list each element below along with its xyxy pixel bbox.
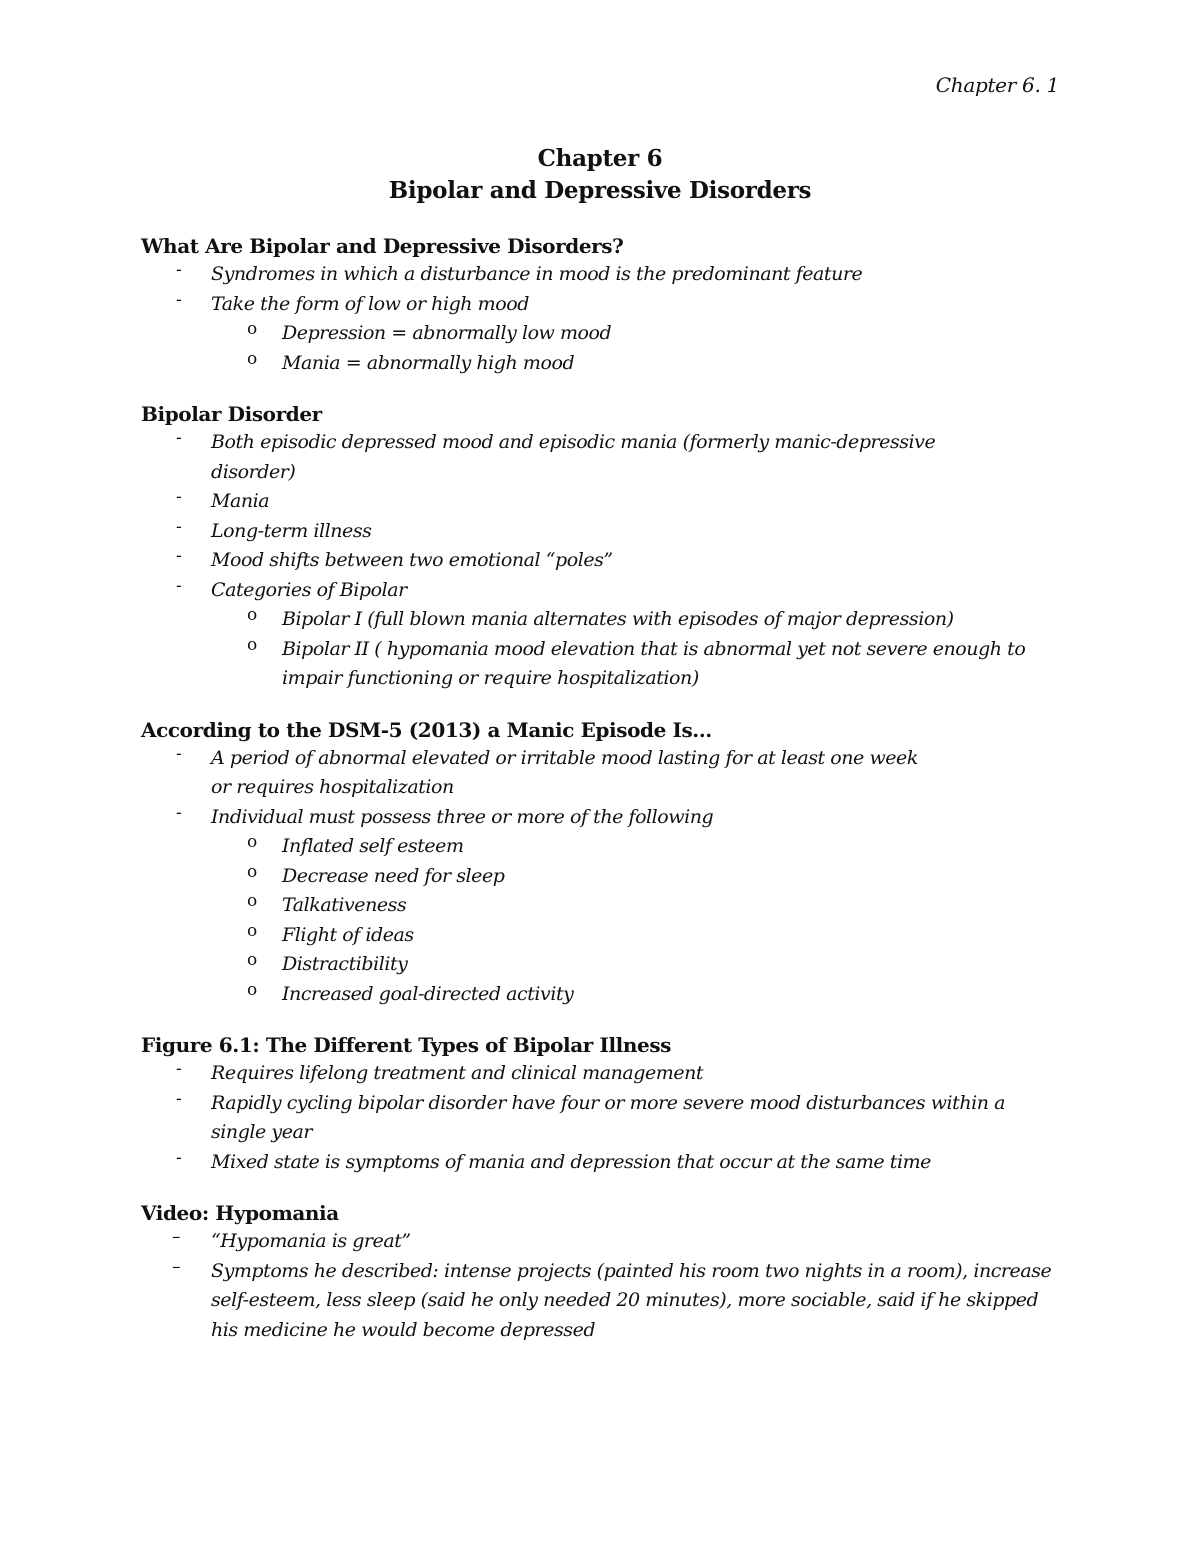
list-item bbox=[170, 517, 1061, 547]
list-item-continuation: or requires hospitalization bbox=[211, 776, 454, 798]
circle-bullet-marker: o bbox=[247, 348, 258, 369]
list-item bbox=[170, 290, 1061, 379]
section-heading: Video: Hypomania bbox=[141, 1201, 339, 1225]
sub-list-item bbox=[241, 921, 1061, 951]
dash-marker: – bbox=[172, 1227, 181, 1247]
list-item bbox=[170, 803, 1061, 1010]
sub-list-item bbox=[241, 605, 1061, 635]
sub-item-text: Mania = abnormally high mood bbox=[282, 351, 575, 374]
section-heading: According to the DSM-5 (2013) a Manic Episode Is… bbox=[141, 717, 712, 742]
bullet-list bbox=[141, 260, 1061, 378]
sub-item-text: Decrease need for sleep bbox=[282, 864, 505, 887]
sub-list bbox=[211, 605, 1061, 694]
list-item-text: Syndromes in which a disturbance in mood is the predominant feature bbox=[211, 263, 863, 285]
circle-bullet-marker: o bbox=[247, 979, 258, 1000]
bullet-list bbox=[141, 1227, 1061, 1345]
circle-bullet-marker: o bbox=[247, 861, 258, 882]
sub-list-item bbox=[241, 349, 1061, 379]
list-item-text: A period of abnormal elevated or irritable mood lasting for at least one week bbox=[211, 746, 918, 769]
circle-bullet-marker: o bbox=[247, 319, 258, 339]
sub-list-item bbox=[241, 635, 1061, 694]
sub-list-item bbox=[241, 980, 1061, 1010]
section-what-are bbox=[141, 232, 1061, 378]
bullet-list bbox=[141, 1059, 1061, 1177]
sub-list-item bbox=[241, 950, 1061, 980]
sub-item-text: Flight of ideas bbox=[282, 923, 414, 946]
list-item bbox=[170, 1148, 1061, 1178]
list-item bbox=[170, 576, 1061, 694]
sub-list-item bbox=[241, 862, 1061, 892]
bullet-list bbox=[141, 744, 1061, 1010]
sub-list-item bbox=[241, 832, 1061, 862]
sub-item-text: Inflated self esteem bbox=[282, 835, 464, 857]
list-item bbox=[170, 744, 1061, 803]
dash-marker: - bbox=[176, 575, 182, 596]
dash-marker: - bbox=[176, 802, 182, 823]
list-item bbox=[170, 428, 1061, 487]
section-figure-6-1 bbox=[141, 1031, 1061, 1177]
section-heading: Figure 6.1: The Different Types of Bipolar Illness bbox=[141, 1033, 672, 1057]
running-header: Chapter 6. 1 bbox=[935, 73, 1059, 97]
title-block bbox=[0, 143, 1200, 207]
dash-marker: - bbox=[176, 428, 182, 448]
list-item-text: Rapidly cycling bipolar disorder have four or more severe mood disturbances within a single year bbox=[211, 1091, 1006, 1143]
list-item-text: Mania bbox=[211, 490, 270, 512]
list-item-text: Categories of Bipolar bbox=[211, 578, 407, 601]
section-manic-episode bbox=[141, 716, 1061, 1010]
list-item-text: Requires lifelong treatment and clinical management bbox=[211, 1062, 704, 1084]
list-item-text: “Hypomania is great” bbox=[211, 1230, 411, 1252]
dash-marker: – bbox=[172, 1256, 181, 1277]
sub-item-text: Distractibility bbox=[282, 953, 408, 975]
chapter-title: Bipolar and Depressive Disorders bbox=[388, 177, 812, 204]
sub-list-item bbox=[241, 891, 1061, 921]
section-video-hypomania bbox=[141, 1199, 1061, 1345]
circle-bullet-marker: o bbox=[247, 891, 258, 911]
section-heading: Bipolar Disorder bbox=[141, 402, 322, 426]
sub-item-text: Increased goal-directed activity bbox=[282, 982, 574, 1005]
circle-bullet-marker: o bbox=[247, 920, 258, 941]
list-item bbox=[170, 1227, 1061, 1257]
list-item-text: Mixed state is symptoms of mania and depression that occur at the same time bbox=[211, 1150, 931, 1173]
sub-list bbox=[211, 832, 1061, 1009]
list-item-text: Take the form of low or high mood bbox=[211, 292, 529, 315]
sub-item-text: Bipolar I (full blown mania alternates with episodes of major depression) bbox=[282, 608, 954, 630]
list-item bbox=[170, 1059, 1061, 1089]
list-item bbox=[170, 1257, 1061, 1346]
circle-bullet-marker: o bbox=[247, 605, 258, 625]
dash-marker: - bbox=[176, 1059, 182, 1079]
dash-marker: - bbox=[176, 487, 182, 507]
dash-marker: - bbox=[176, 260, 182, 280]
circle-bullet-marker: o bbox=[247, 950, 258, 970]
list-item-text: Both episodic depressed mood and episodic mania (formerly manic-depressive disorder) bbox=[211, 431, 936, 483]
list-item bbox=[170, 1089, 1061, 1148]
sub-item-text: Talkativeness bbox=[282, 894, 407, 916]
list-item-text: Long-term illness bbox=[211, 519, 372, 542]
dash-marker: - bbox=[176, 1088, 182, 1109]
sub-item-text: Bipolar II ( hypomania mood elevation that is abnormal yet not severe enough to impair functioning or require hospitalization) bbox=[282, 637, 1026, 689]
list-item bbox=[170, 546, 1061, 576]
chapter-number: Chapter 6 bbox=[537, 145, 663, 172]
list-item-text: Symptoms he described: intense projects (painted his room two nights in a room), increase self-esteem, less sleep (said he only needed 20 minutes), more sociable, said if he skipped his medicine he would become depressed bbox=[211, 1259, 1052, 1341]
sub-list bbox=[211, 319, 1061, 378]
circle-bullet-marker: o bbox=[247, 832, 258, 852]
list-item-text: Individual must possess three or more of the following bbox=[211, 805, 714, 828]
list-item-text: Mood shifts between two emotional “poles” bbox=[211, 549, 613, 571]
list-item bbox=[170, 487, 1061, 517]
dash-marker: - bbox=[176, 516, 182, 537]
section-heading: What Are Bipolar and Depressive Disorders? bbox=[141, 234, 624, 258]
notes-content bbox=[141, 232, 1061, 1367]
dash-marker: - bbox=[176, 743, 182, 764]
dash-marker: - bbox=[176, 546, 182, 566]
sub-list-item bbox=[241, 319, 1061, 349]
sub-item-text: Depression = abnormally low mood bbox=[282, 322, 612, 344]
section-bipolar-disorder bbox=[141, 400, 1061, 694]
dash-marker: - bbox=[176, 289, 182, 310]
list-item bbox=[170, 260, 1061, 290]
bullet-list bbox=[141, 428, 1061, 694]
dash-marker: - bbox=[176, 1147, 182, 1168]
circle-bullet-marker: o bbox=[247, 634, 258, 655]
